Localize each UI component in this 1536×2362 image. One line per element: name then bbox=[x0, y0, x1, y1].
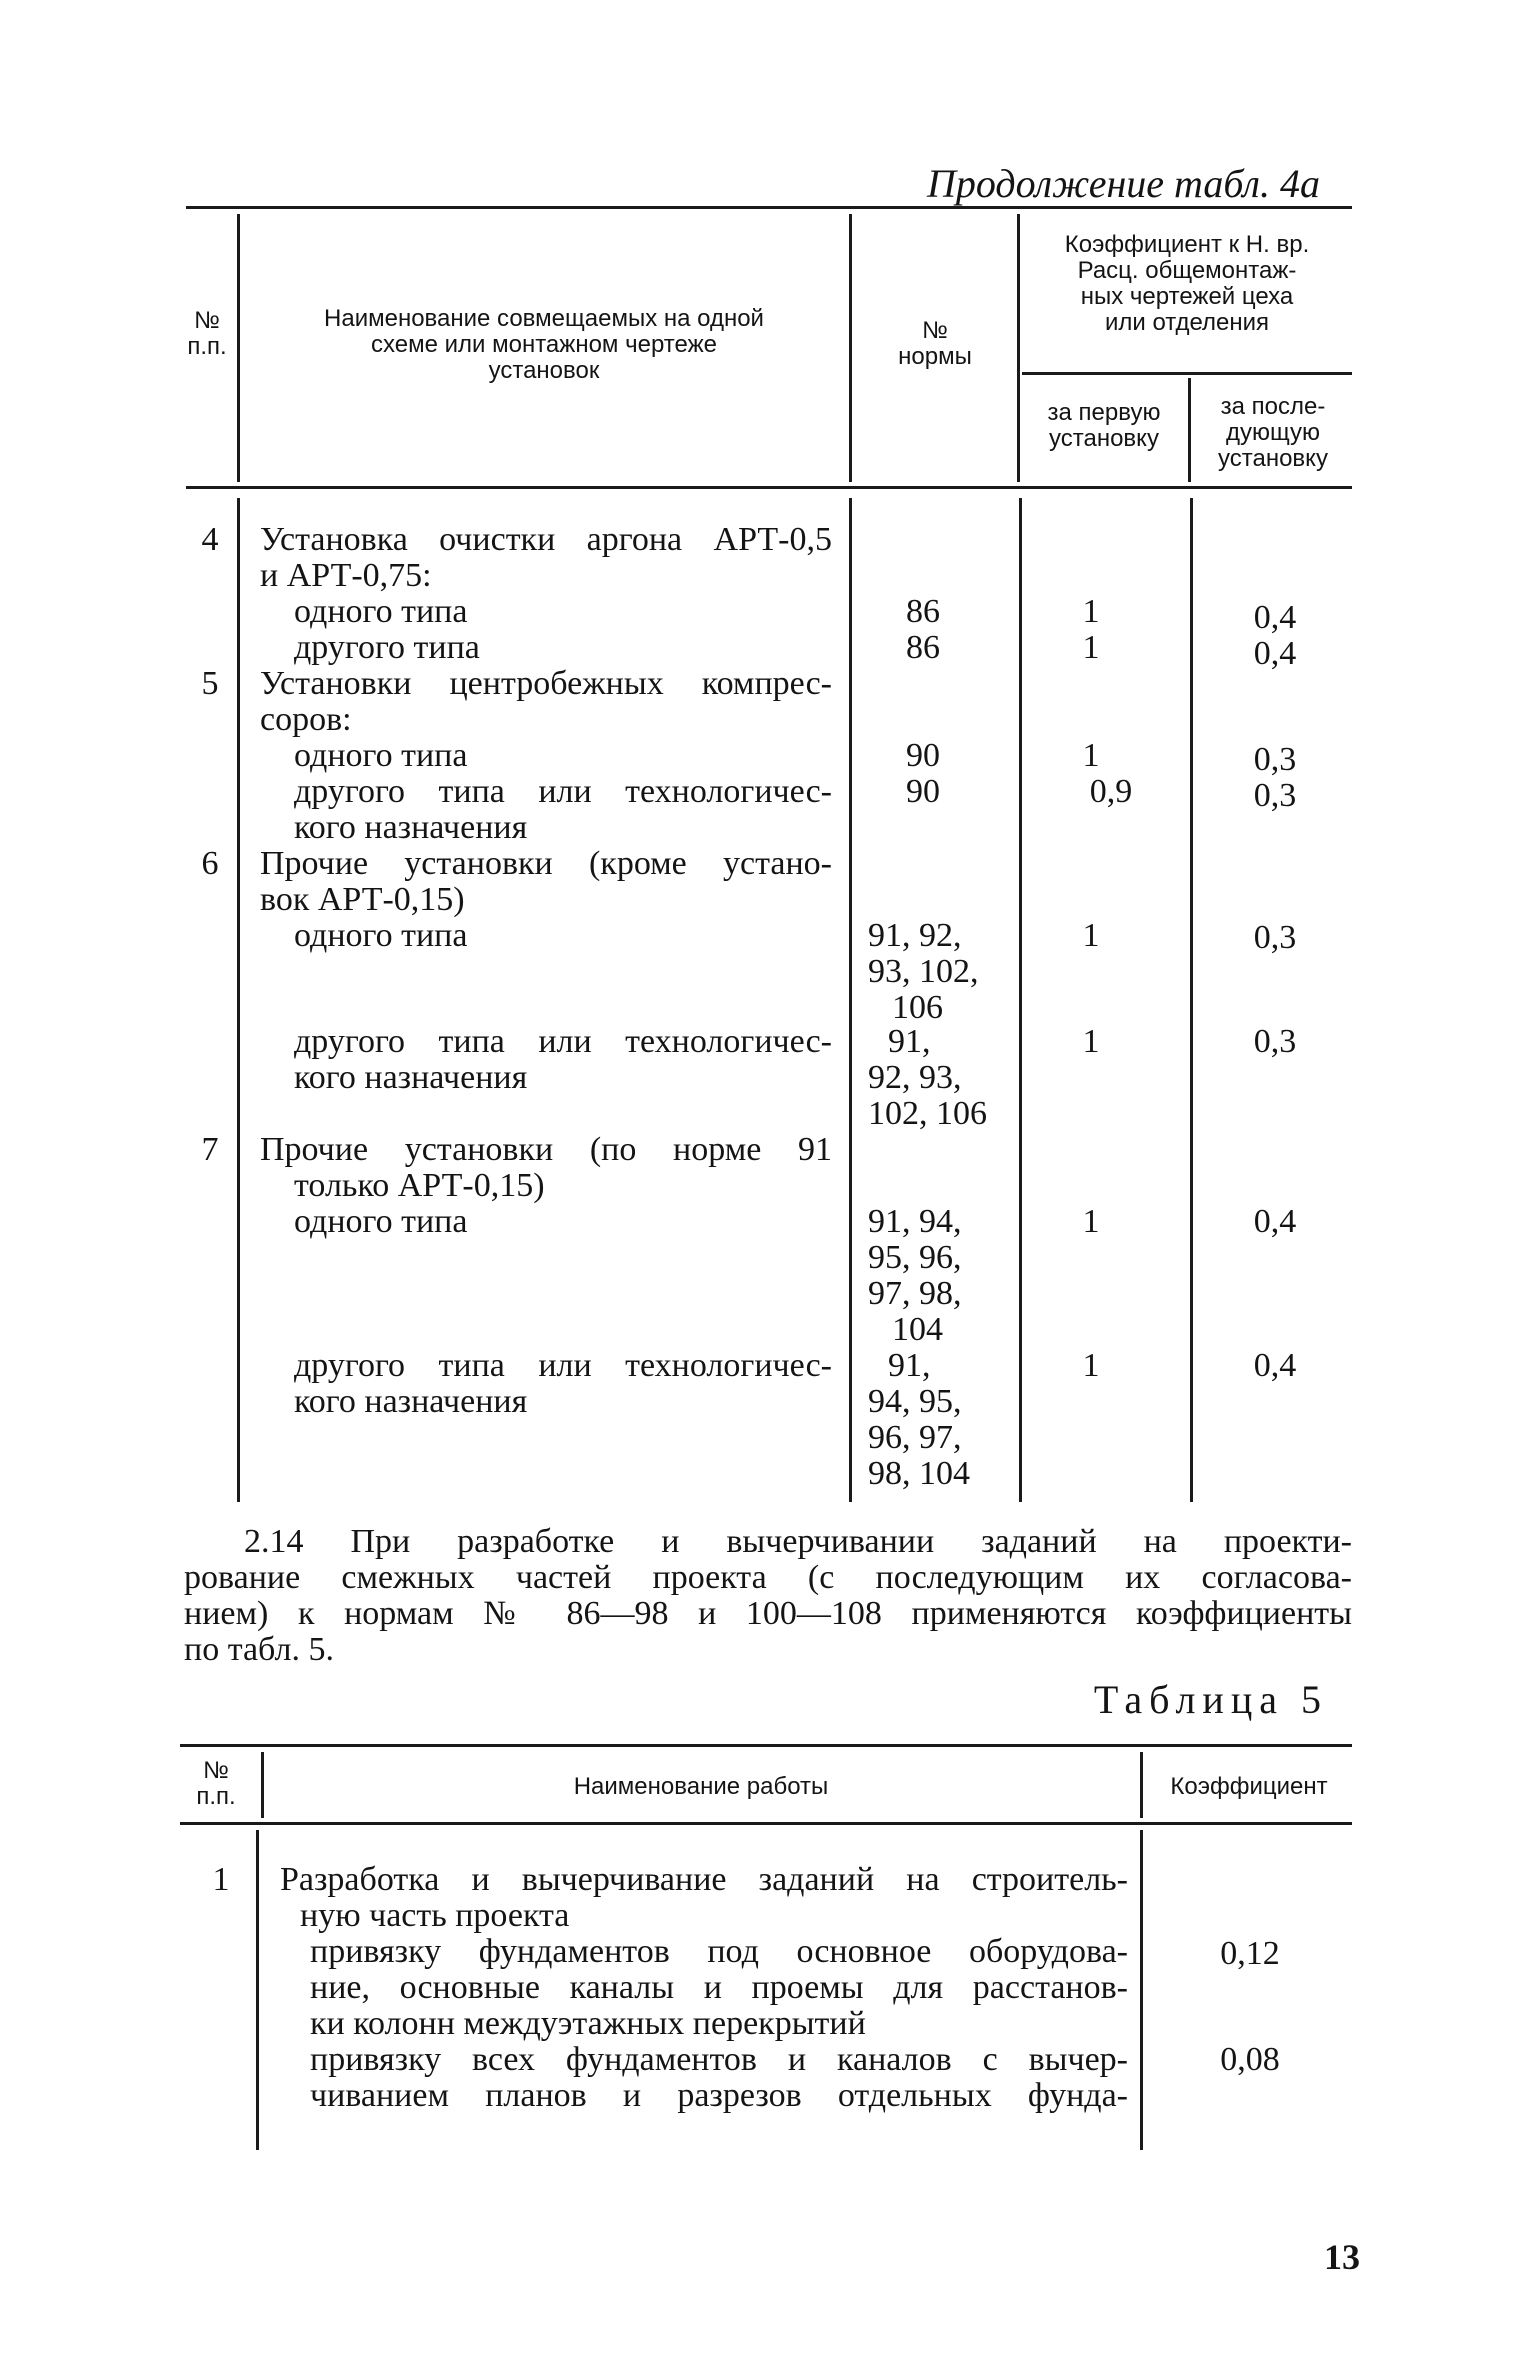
table5-header-num: № п.п. bbox=[196, 1757, 236, 1810]
continuation-caption: Продолжение табл. 4а bbox=[926, 161, 1320, 206]
coef-next: 0,4 bbox=[1253, 1203, 1297, 1240]
table4a-body-vline-3 bbox=[1019, 498, 1022, 1502]
norm-numbers: 91, 94, 95, 96, 97, 98, 104 bbox=[868, 1203, 962, 1348]
table5-body-vline-2 bbox=[1140, 1830, 1143, 2150]
item-name: одного типа bbox=[294, 593, 468, 630]
row-number: 7 bbox=[201, 1131, 219, 1168]
table5-subitem: привязку всех фундаментов и каналов с вычер- чиванием планов и разрезов отдельных фунда- bbox=[310, 2041, 1128, 2114]
norm-numbers: 91, 92, 93, 102, 106 bbox=[868, 1023, 987, 1132]
item-name: одного типа bbox=[294, 917, 468, 954]
coef-next: 0,3 bbox=[1253, 1023, 1297, 1060]
coef-first: 1 bbox=[1082, 737, 1100, 774]
coef-next: 0,3 bbox=[1253, 741, 1297, 778]
norm-numbers: 86 bbox=[906, 593, 940, 630]
table4a-vline-4 bbox=[1188, 378, 1191, 482]
coef-first: 0,9 bbox=[1089, 773, 1133, 810]
coef-first: 1 bbox=[1082, 1347, 1100, 1384]
norm-numbers: 91, 94, 95, 96, 97, 98, 104 bbox=[868, 1347, 970, 1492]
row-number: 6 bbox=[201, 845, 219, 882]
row-number: 4 bbox=[201, 521, 219, 558]
row-title: Установки центробежных компрес- соров: bbox=[260, 665, 832, 738]
table5-caption: Таблица 5 bbox=[1093, 1677, 1328, 1722]
table5-coefficient: 0,08 bbox=[1220, 2041, 1280, 2078]
table5-coefficient: 0,12 bbox=[1220, 1935, 1280, 1972]
table5-body-vline-1 bbox=[256, 1830, 259, 2150]
table5-header-rule bbox=[180, 1822, 1352, 1825]
table5-header-coefficient: Коэффициент bbox=[1170, 1773, 1328, 1800]
coef-first: 1 bbox=[1082, 1203, 1100, 1240]
table4a-vline-1 bbox=[237, 214, 240, 482]
table5-header-name: Наименование работы bbox=[573, 1773, 829, 1800]
table5-row-number: 1 bbox=[212, 1861, 230, 1898]
item-name: другого типа bbox=[294, 629, 480, 666]
header-coefficient: Коэффициент к Н. вр. Расц. общемонтаж- ных чертежей цеха или отделения bbox=[1064, 231, 1310, 336]
item-name: другого типа или технологичес- кого назначения bbox=[294, 1347, 832, 1420]
header-next-install: за после- дующую установку bbox=[1218, 393, 1328, 472]
header-num: № п.п. bbox=[187, 307, 227, 360]
coef-first: 1 bbox=[1082, 1023, 1100, 1060]
norm-numbers: 91, 92, 93, 102, 106 bbox=[868, 917, 979, 1026]
coef-next: 0,3 bbox=[1253, 777, 1297, 814]
item-name: другого типа или технологичес- кого назначения bbox=[294, 1023, 832, 1096]
table5-vline-1 bbox=[261, 1752, 264, 1818]
table4a-vline-3 bbox=[1017, 214, 1020, 482]
table4a-vline-2 bbox=[849, 214, 852, 482]
page-number: 13 bbox=[1324, 2237, 1360, 2277]
table4a-coef-subrule bbox=[1022, 372, 1352, 375]
item-name: одного типа bbox=[294, 737, 468, 774]
item-name: одного типа bbox=[294, 1203, 468, 1240]
table4a-header-rule bbox=[186, 486, 1352, 489]
table4a-body-vline-4 bbox=[1190, 498, 1193, 1502]
norm-numbers: 90 bbox=[906, 737, 940, 774]
coef-next: 0,4 bbox=[1253, 1347, 1297, 1384]
table5-subitem: привязку фундаментов под основное оборудова- ние, основные каналы и проемы для расстанов- ки колонн междуэтажных перекрытий bbox=[310, 1933, 1128, 2042]
item-name: другого типа или технологичес- кого назначения bbox=[294, 773, 832, 846]
table5-top-rule bbox=[180, 1744, 1352, 1747]
table4a-body-vline-1 bbox=[237, 498, 240, 1502]
coef-first: 1 bbox=[1082, 593, 1100, 630]
table5-vline-2 bbox=[1140, 1752, 1143, 1818]
header-first-install: за первую установку bbox=[1047, 399, 1161, 452]
coef-next: 0,3 bbox=[1253, 919, 1297, 956]
table4a-body-vline-2 bbox=[849, 498, 852, 1502]
norm-numbers: 86 bbox=[906, 629, 940, 666]
table4a-top-rule bbox=[186, 206, 1352, 209]
paragraph-2-14: 2.14 При разработке и вычерчивании заданий на проекти- рование смежных частей проекта (с последующим их согласова- нием) к нормам № 86—98 и 100—108 применяются коэффициенты по табл. 5. bbox=[184, 1523, 1352, 1668]
table5-row-title: Разработка и вычерчивание заданий на строитель- ную часть проекта bbox=[280, 1861, 1128, 1934]
row-title: Прочие установки (кроме устано- вок АРТ-0,15) bbox=[260, 845, 832, 918]
coef-next: 0,4 bbox=[1253, 599, 1297, 636]
row-title: Прочие установки (по норме 91 только АРТ-0,15) bbox=[260, 1131, 832, 1204]
coef-first: 1 bbox=[1082, 917, 1100, 954]
coef-next: 0,4 bbox=[1253, 635, 1297, 672]
header-norm: № нормы bbox=[898, 317, 972, 370]
row-title: Установка очистки аргона АРТ-0,5 и АРТ-0,75: bbox=[260, 521, 832, 594]
coef-first: 1 bbox=[1082, 629, 1100, 666]
row-number: 5 bbox=[201, 665, 219, 702]
norm-numbers: 90 bbox=[906, 773, 940, 810]
header-name: Наименование совмещаемых на одной схеме или монтажном чертеже установок bbox=[324, 305, 764, 384]
